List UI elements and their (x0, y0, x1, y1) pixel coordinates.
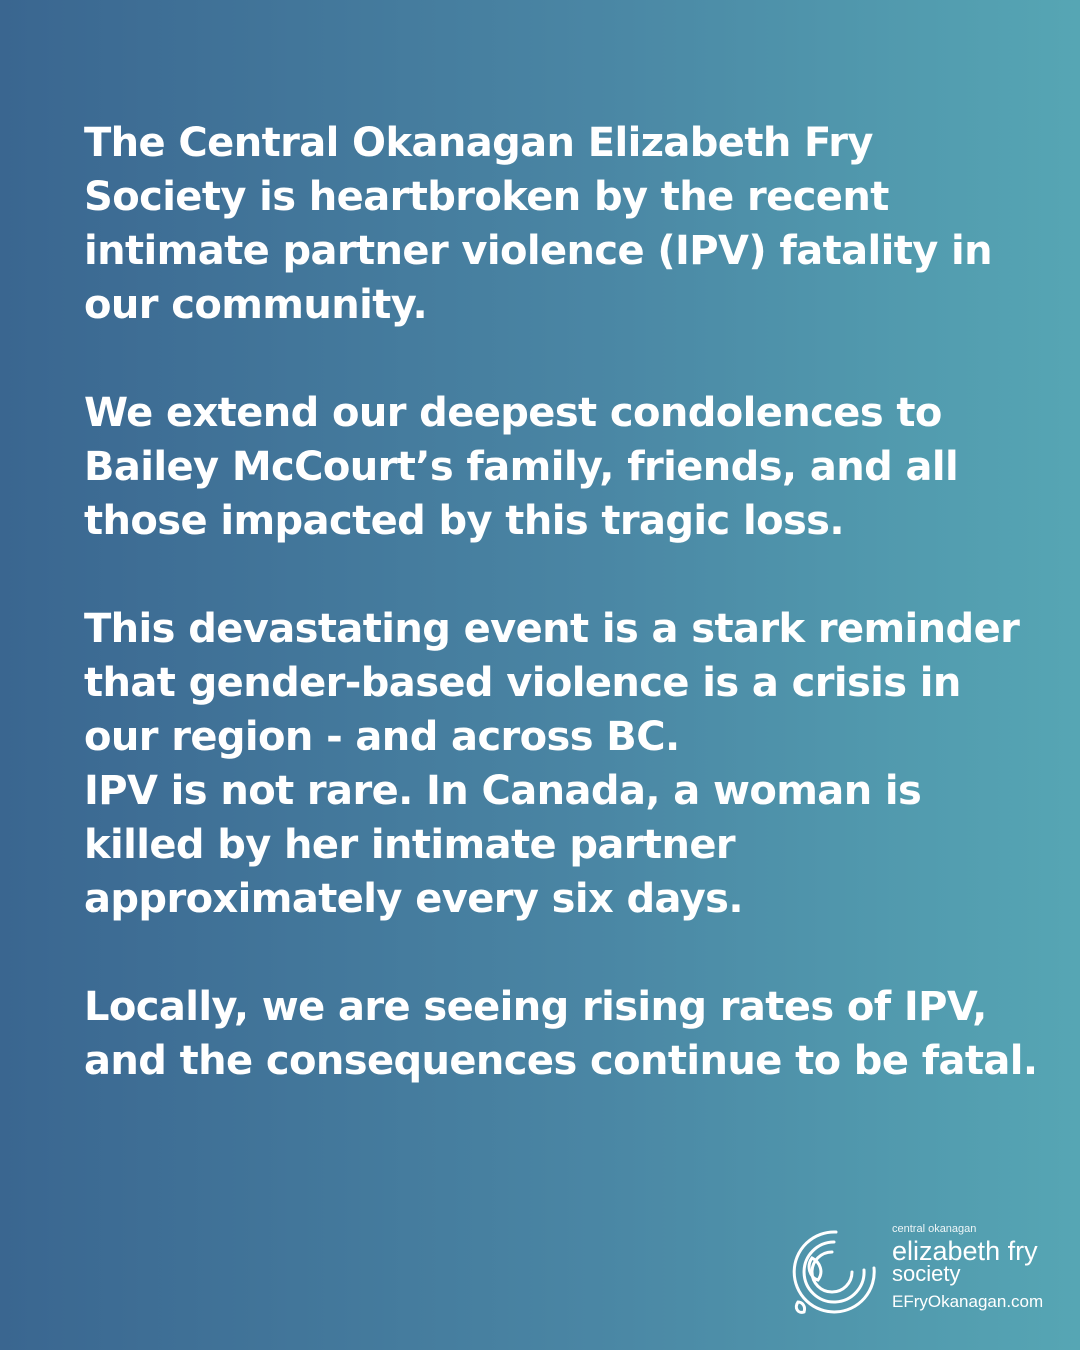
paragraph-local (84, 980, 1038, 1088)
text-line: The Central Okanagan Elizabeth Fry (84, 120, 873, 166)
text-line: This devastating event is a stark reminder (84, 606, 1020, 652)
paragraph-condolences (84, 386, 1024, 548)
text-line: We extend our deepest condolences to (84, 390, 942, 436)
text-line: IPV is not rare. In Canada, a woman is (84, 768, 922, 814)
logo-text (892, 1222, 1043, 1314)
text-line: Society is heartbroken by the recent (84, 174, 889, 220)
statement-body (84, 116, 1038, 1142)
paragraph-intro (84, 116, 1024, 332)
paragraph-reminder (84, 602, 1024, 926)
logo-tagline: central okanagan (892, 1223, 977, 1235)
text-line: intimate partner violence (IPV) fatality in (84, 228, 993, 274)
text-line: our region - and across BC. (84, 714, 680, 760)
efry-logo (786, 1222, 1056, 1318)
text-line: Bailey McCourt’s family, friends, and all (84, 444, 959, 490)
logo-subname: society (892, 1261, 961, 1286)
text-line: those impacted by this tragic loss. (84, 498, 844, 544)
text-line: and the consequences continue to be fatal. (84, 1038, 1038, 1084)
logo-name: elizabeth fry (892, 1236, 1038, 1266)
text-line: our community. (84, 282, 428, 328)
text-line: that gender-based violence is a crisis in (84, 660, 961, 706)
website-link[interactable]: EFryOkanagan.com (892, 1292, 1044, 1311)
spiral-leaf-icon (786, 1224, 882, 1316)
text-line: Locally, we are seeing rising rates of IPV, (84, 984, 987, 1030)
text-line: approximately every six days. (84, 876, 743, 922)
text-line: killed by her intimate partner (84, 822, 735, 868)
